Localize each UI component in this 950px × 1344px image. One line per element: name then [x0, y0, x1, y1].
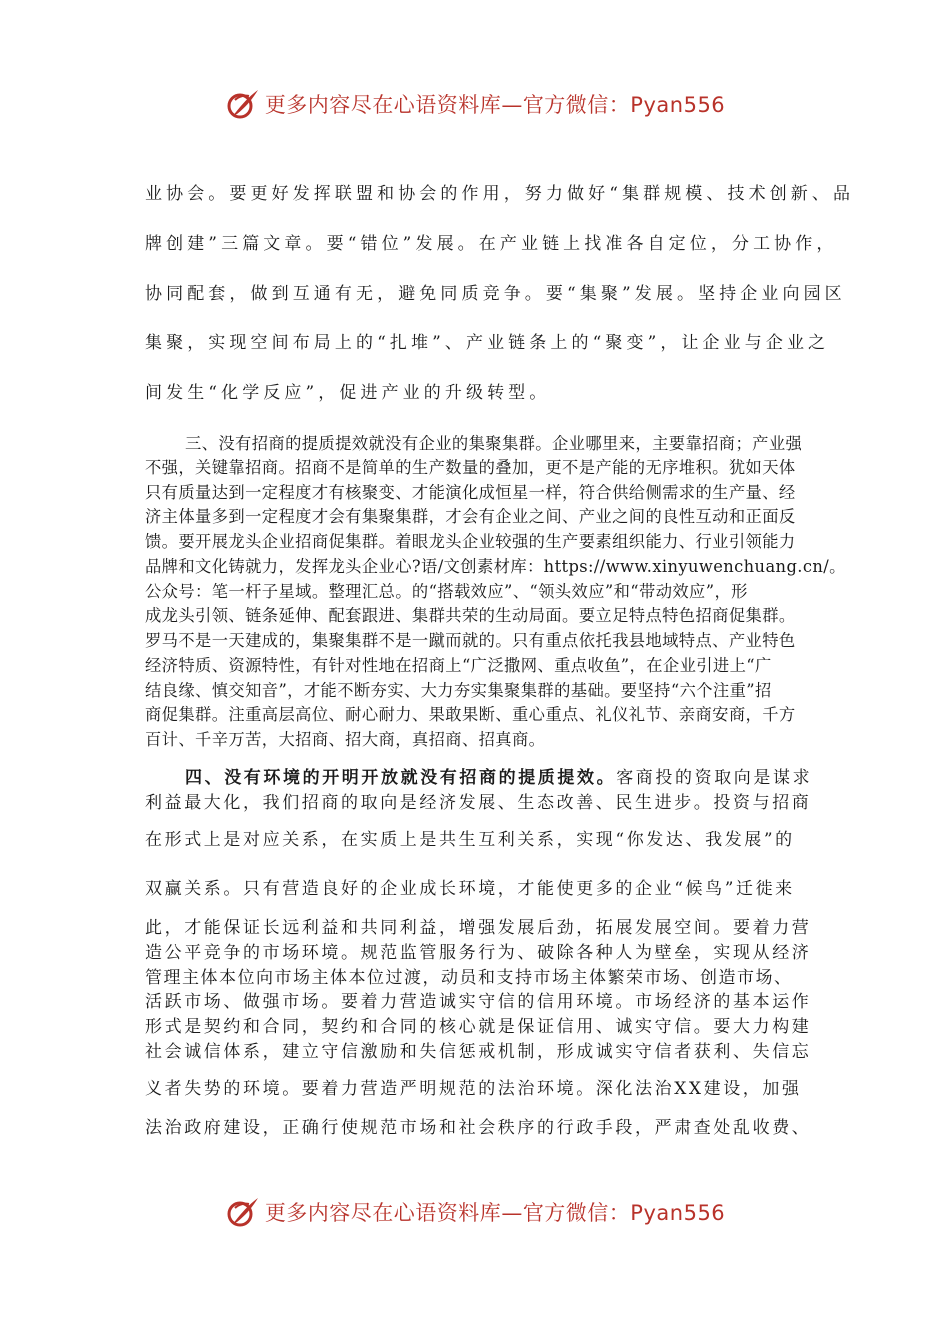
section-4-line: 管理主体本位向市场主体本位过渡，动员和支持市场主体繁荣市场、创造市场、 — [145, 968, 793, 988]
watermark-banner-bottom — [0, 1192, 950, 1232]
section-4-line: 法治政府建设，正确行使规范市场和社会秩序的行政手段，严肃查处乱收费、 — [145, 1118, 812, 1138]
section-3-line: 商促集群。注重高层高位、耐心耐力、果敢果断、重心重点、礼仪礼节、亲商安商，千方 — [145, 705, 796, 724]
quill-logo-icon — [225, 86, 261, 122]
section-3-line: 经济特质、资源特性，有针对性地在招商上“广泛撒网、重点收鱼”，在企业引进上“广 — [145, 656, 772, 675]
watermark-dash: — — [501, 93, 523, 117]
section-3-line: 百计、千辛万苦，大招商、招大商，真招商、招真商。 — [145, 730, 546, 749]
section-4-line: 社会诚信体系，建立守信激励和失信惩戒机制，形成诚实守信者获利、失信忘 — [145, 1042, 812, 1062]
para-line: 牌创建”三篇文章。要“错位”发展。在产业链上找准各自定位，分工协作， — [145, 234, 838, 254]
watermark-site: 更多内容尽在心语资料库 — [264, 93, 502, 117]
para-line: 间发生“化学反应”，促进产业的升级转型。 — [145, 383, 551, 403]
section-4-line: 义者失势的环境。要着力营造严明规范的法治环境。深化法治XX建设，加强 — [145, 1079, 802, 1099]
para-line: 协同配套，做到互通有无，避免同质竞争。要“集聚”发展。坚持企业向园区 — [145, 284, 846, 304]
section-3-line: 成龙头引领、链条延伸、配套跟进、集群共荣的生动局面。要立足特点特色招商促集群。 — [145, 606, 796, 625]
section-4-line: 形式是契约和合同，契约和合同的核心就是保证信用、诚实守信。要大力构建 — [145, 1017, 812, 1037]
section-3-line: 品牌和文化铸就力，发挥龙头企业心?语/文创素材库：https://www.xinyuwenchuang.cn/。 — [145, 557, 846, 576]
watermark-dash: — — [501, 1201, 523, 1225]
section-4-line: 活跃市场、做强市场。要着力营造诚实守信的信用环境。市场经济的基本运作 — [145, 992, 812, 1012]
section-4-line: 造公平竞争的市场环境。规范监管服务行为、破除各种人为壁垒，实现从经济 — [145, 943, 812, 963]
section-4-line: 双赢关系。只有营造良好的企业成长环境，才能使更多的企业“候鸟”迁徙来 — [145, 879, 795, 899]
watermark-text — [265, 1197, 725, 1227]
section-4-line: 在形式上是对应关系，在实质上是共生互利关系，实现“你发达、我发展”的 — [145, 830, 795, 850]
watermark-site: 更多内容尽在心语资料库 — [264, 1201, 502, 1225]
watermark-wechat: 官方微信：Pyan556 — [522, 1201, 726, 1225]
para-line: 集聚，实现空间布局上的“扎堆”、产业链条上的“聚变”，让企业与企业之 — [145, 333, 830, 353]
section-4-heading: 四、没有环境的开明开放就没有招商的提质提效。 — [185, 768, 617, 788]
section-4-line: 利益最大化，我们招商的取向是经济发展、生态改善、民生进步。投资与招商 — [145, 793, 812, 813]
section-4-heading-line — [145, 766, 813, 790]
section-3-line: 结良缘、慎交知音”，才能不断夯实、大力夯实集聚集群的基础。要坚持“六个注重”招 — [145, 681, 772, 700]
section-4-first-line-rest: 客商投的资取向是谋求 — [616, 768, 813, 788]
section-3-line: 馈。要开展龙头企业招商促集群。着眼龙头企业较强的生产要素组织能力、行业引领能力 — [145, 532, 796, 551]
watermark-wechat: 官方微信：Pyan556 — [522, 93, 726, 117]
section-3-line: 只有质量达到一定程度才有核聚变、才能演化成恒星一样，符合供给侧需求的生产量、经 — [145, 483, 796, 502]
section-3-line: 不强，关键靠招商。招商不是简单的生产数量的叠加，更不是产能的无序堆积。犹如天体 — [145, 458, 796, 477]
section-3-line: 三、没有招商的提质提效就没有企业的集聚集群。企业哪里来，主要靠招商；产业强 — [185, 434, 803, 453]
section-3-line: 公众号：笔一杆子星域。整理汇总。的“搭载效应”、“领头效应”和“带动效应”，形 — [145, 582, 748, 601]
watermark-banner-top — [0, 84, 950, 124]
section-3-line: 罗马不是一天建成的，集聚集群不是一蹴而就的。只有重点依托我县地域特点、产业特色 — [145, 631, 796, 650]
para-line: 业协会。要更好发挥联盟和协会的作用，努力做好“集群规模、技术创新、品 — [145, 184, 855, 204]
watermark-text — [265, 89, 725, 119]
quill-logo-icon — [225, 1194, 261, 1230]
section-4-line: 此，才能保证长远利益和共同利益，增强发展后劲，拓展发展空间。要着力营 — [145, 918, 812, 938]
section-3-line: 济主体量多到一定程度才会有集聚集群，才会有企业之间、产业之间的良性互动和正面反 — [145, 507, 796, 526]
